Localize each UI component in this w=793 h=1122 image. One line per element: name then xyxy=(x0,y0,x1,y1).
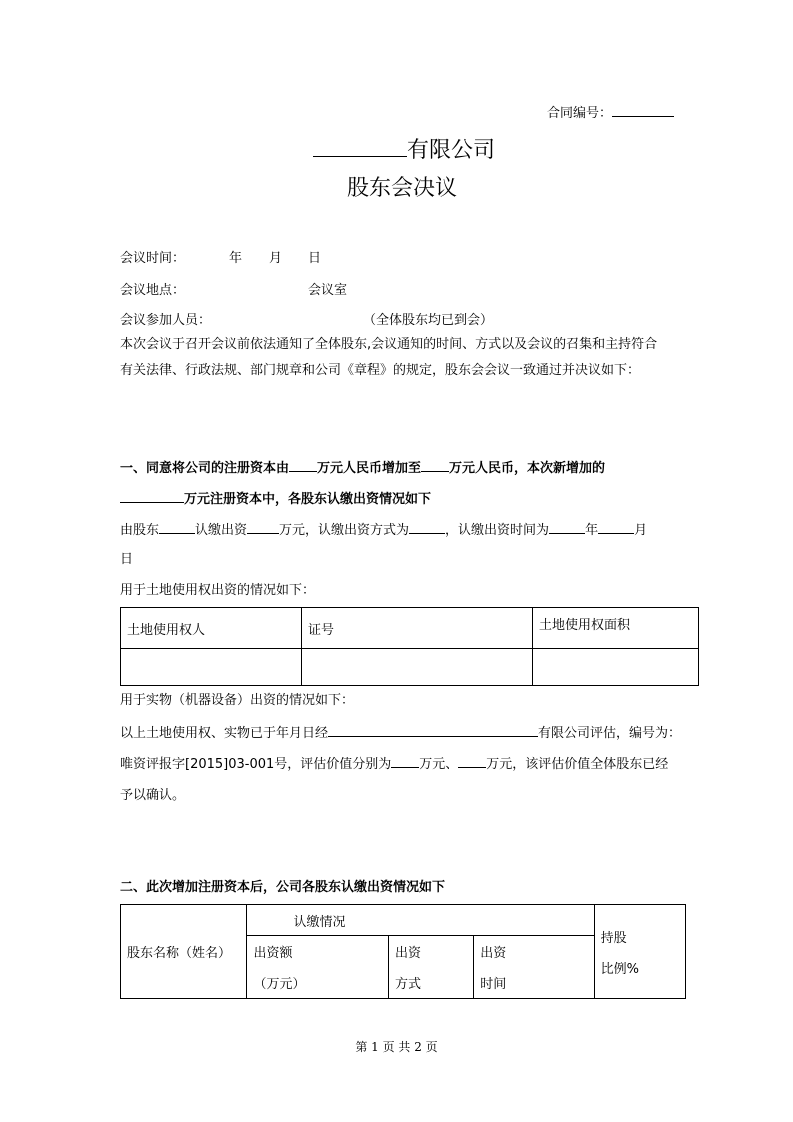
time-header xyxy=(474,936,594,999)
page-footer: 第 1 页 共 2 页 xyxy=(355,1040,438,1054)
evaluation-line2 xyxy=(120,755,668,773)
subscription-method-blank[interactable] xyxy=(409,521,445,534)
company-name-blank[interactable] xyxy=(313,134,407,157)
sh-part6: 月 xyxy=(634,523,648,538)
contract-number xyxy=(547,104,674,122)
land-cell-area[interactable] xyxy=(533,649,699,686)
sh-part1: 由股东 xyxy=(120,523,160,538)
method-header xyxy=(388,936,473,999)
sh-part2: 认缴出资 xyxy=(195,523,248,538)
contract-number-blank[interactable] xyxy=(612,104,674,117)
value1-blank[interactable] xyxy=(391,755,419,768)
meeting-day: 日 xyxy=(308,251,322,266)
amount-header xyxy=(247,936,389,999)
ratio-header-line1: 持股 xyxy=(600,930,627,946)
subscription-day: 日 xyxy=(120,552,134,567)
subscribed-header xyxy=(247,905,594,936)
land-col-holder: 土地使用权人 xyxy=(121,608,302,649)
ratio-header-line2: 比例% xyxy=(600,961,640,977)
meeting-month: 月 xyxy=(269,251,283,266)
method-header-line2: 方式 xyxy=(394,977,421,992)
amount-header-line2: （万元） xyxy=(253,977,306,992)
section1-heading-line1 xyxy=(120,459,605,477)
method-header-line1: 出资 xyxy=(394,946,421,961)
sh-part5: 年 xyxy=(585,523,599,538)
new-capital-blank[interactable] xyxy=(421,459,449,472)
old-capital-blank[interactable] xyxy=(289,459,317,472)
amount-header-line1: 出资额 xyxy=(253,946,293,961)
land-intro: 用于土地使用权出资的情况如下： xyxy=(120,583,316,598)
subscription-month-blank[interactable] xyxy=(598,521,634,534)
sh-part3: 万元，认缴出资方式为 xyxy=(279,523,410,538)
eval-part5: 万元，该评估价值全体股东已经 xyxy=(486,757,669,772)
eval-part2: 有限公司评估，编号为： xyxy=(538,726,682,741)
attendees-label: 会议参加人员： xyxy=(120,313,212,328)
subscription-table xyxy=(120,904,686,999)
attendees-note: （全体股东均已到会） xyxy=(363,313,494,328)
value2-blank[interactable] xyxy=(458,755,486,768)
contract-number-label: 合同编号： xyxy=(547,106,613,121)
intro-line-2: 有关法律、行政法规、部门规章和公司《章程》的规定，股东会会议一致通过并决议如下： xyxy=(120,363,641,378)
shareholder-subscription-line xyxy=(120,521,647,539)
time-header-line2: 时间 xyxy=(480,977,507,992)
company-name-title xyxy=(313,134,495,165)
section1-heading-line2 xyxy=(120,490,431,508)
eval-part1: 以上土地使用权、实物已于年月日经 xyxy=(120,726,329,741)
section1-part2: 万元人民币增加至 xyxy=(317,461,422,476)
meeting-room: 会议室 xyxy=(308,283,348,298)
subscribed-header-label: 认缴情况 xyxy=(293,914,346,930)
land-use-table xyxy=(120,607,699,686)
subscription-year-blank[interactable] xyxy=(549,521,585,534)
land-col-cert: 证号 xyxy=(302,608,533,649)
eval-part4: 万元、 xyxy=(419,757,459,772)
shareholder-name-blank[interactable] xyxy=(159,521,195,534)
land-col-area: 土地使用权面积 xyxy=(533,608,699,649)
eval-part3: 唯资评报字[2015]03-001号，评估价值分别为 xyxy=(120,757,392,772)
intro-line-1: 本次会议于召开会议前依法通知了全体股东,会议通知的时间、方式以及会议的召集和主持符合 xyxy=(120,337,658,352)
sh-part4: ，认缴出资时间为 xyxy=(445,523,550,538)
meeting-year: 年 xyxy=(229,251,243,266)
section1-part3: 万元人民币，本次新增加的 xyxy=(449,461,606,476)
land-cell-cert[interactable] xyxy=(302,649,533,686)
section2-heading: 二、此次增加注册资本后，公司各股东认缴出资情况如下 xyxy=(120,880,446,895)
land-cell-holder[interactable] xyxy=(121,649,302,686)
ratio-header xyxy=(594,905,685,999)
shareholder-name-header: 股东名称（姓名） xyxy=(121,905,247,999)
appraiser-blank[interactable] xyxy=(328,724,538,737)
goods-intro: 用于实物（机器设备）出资的情况如下： xyxy=(120,693,355,708)
subscription-amount-blank[interactable] xyxy=(247,521,279,534)
added-capital-blank[interactable] xyxy=(120,490,184,503)
time-header-line1: 出资 xyxy=(480,946,507,961)
section1-part4: 万元注册资本中，各股东认缴出资情况如下 xyxy=(184,492,432,507)
evaluation-line3: 予以确认。 xyxy=(120,788,186,803)
section1-part1: 一、同意将公司的注册资本由 xyxy=(120,461,290,476)
document-title: 股东会决议 xyxy=(347,176,458,201)
meeting-time-label: 会议时间： xyxy=(120,251,186,266)
company-suffix: 有限公司 xyxy=(407,138,496,163)
meeting-place-label: 会议地点： xyxy=(120,283,186,298)
evaluation-line1 xyxy=(120,724,681,742)
